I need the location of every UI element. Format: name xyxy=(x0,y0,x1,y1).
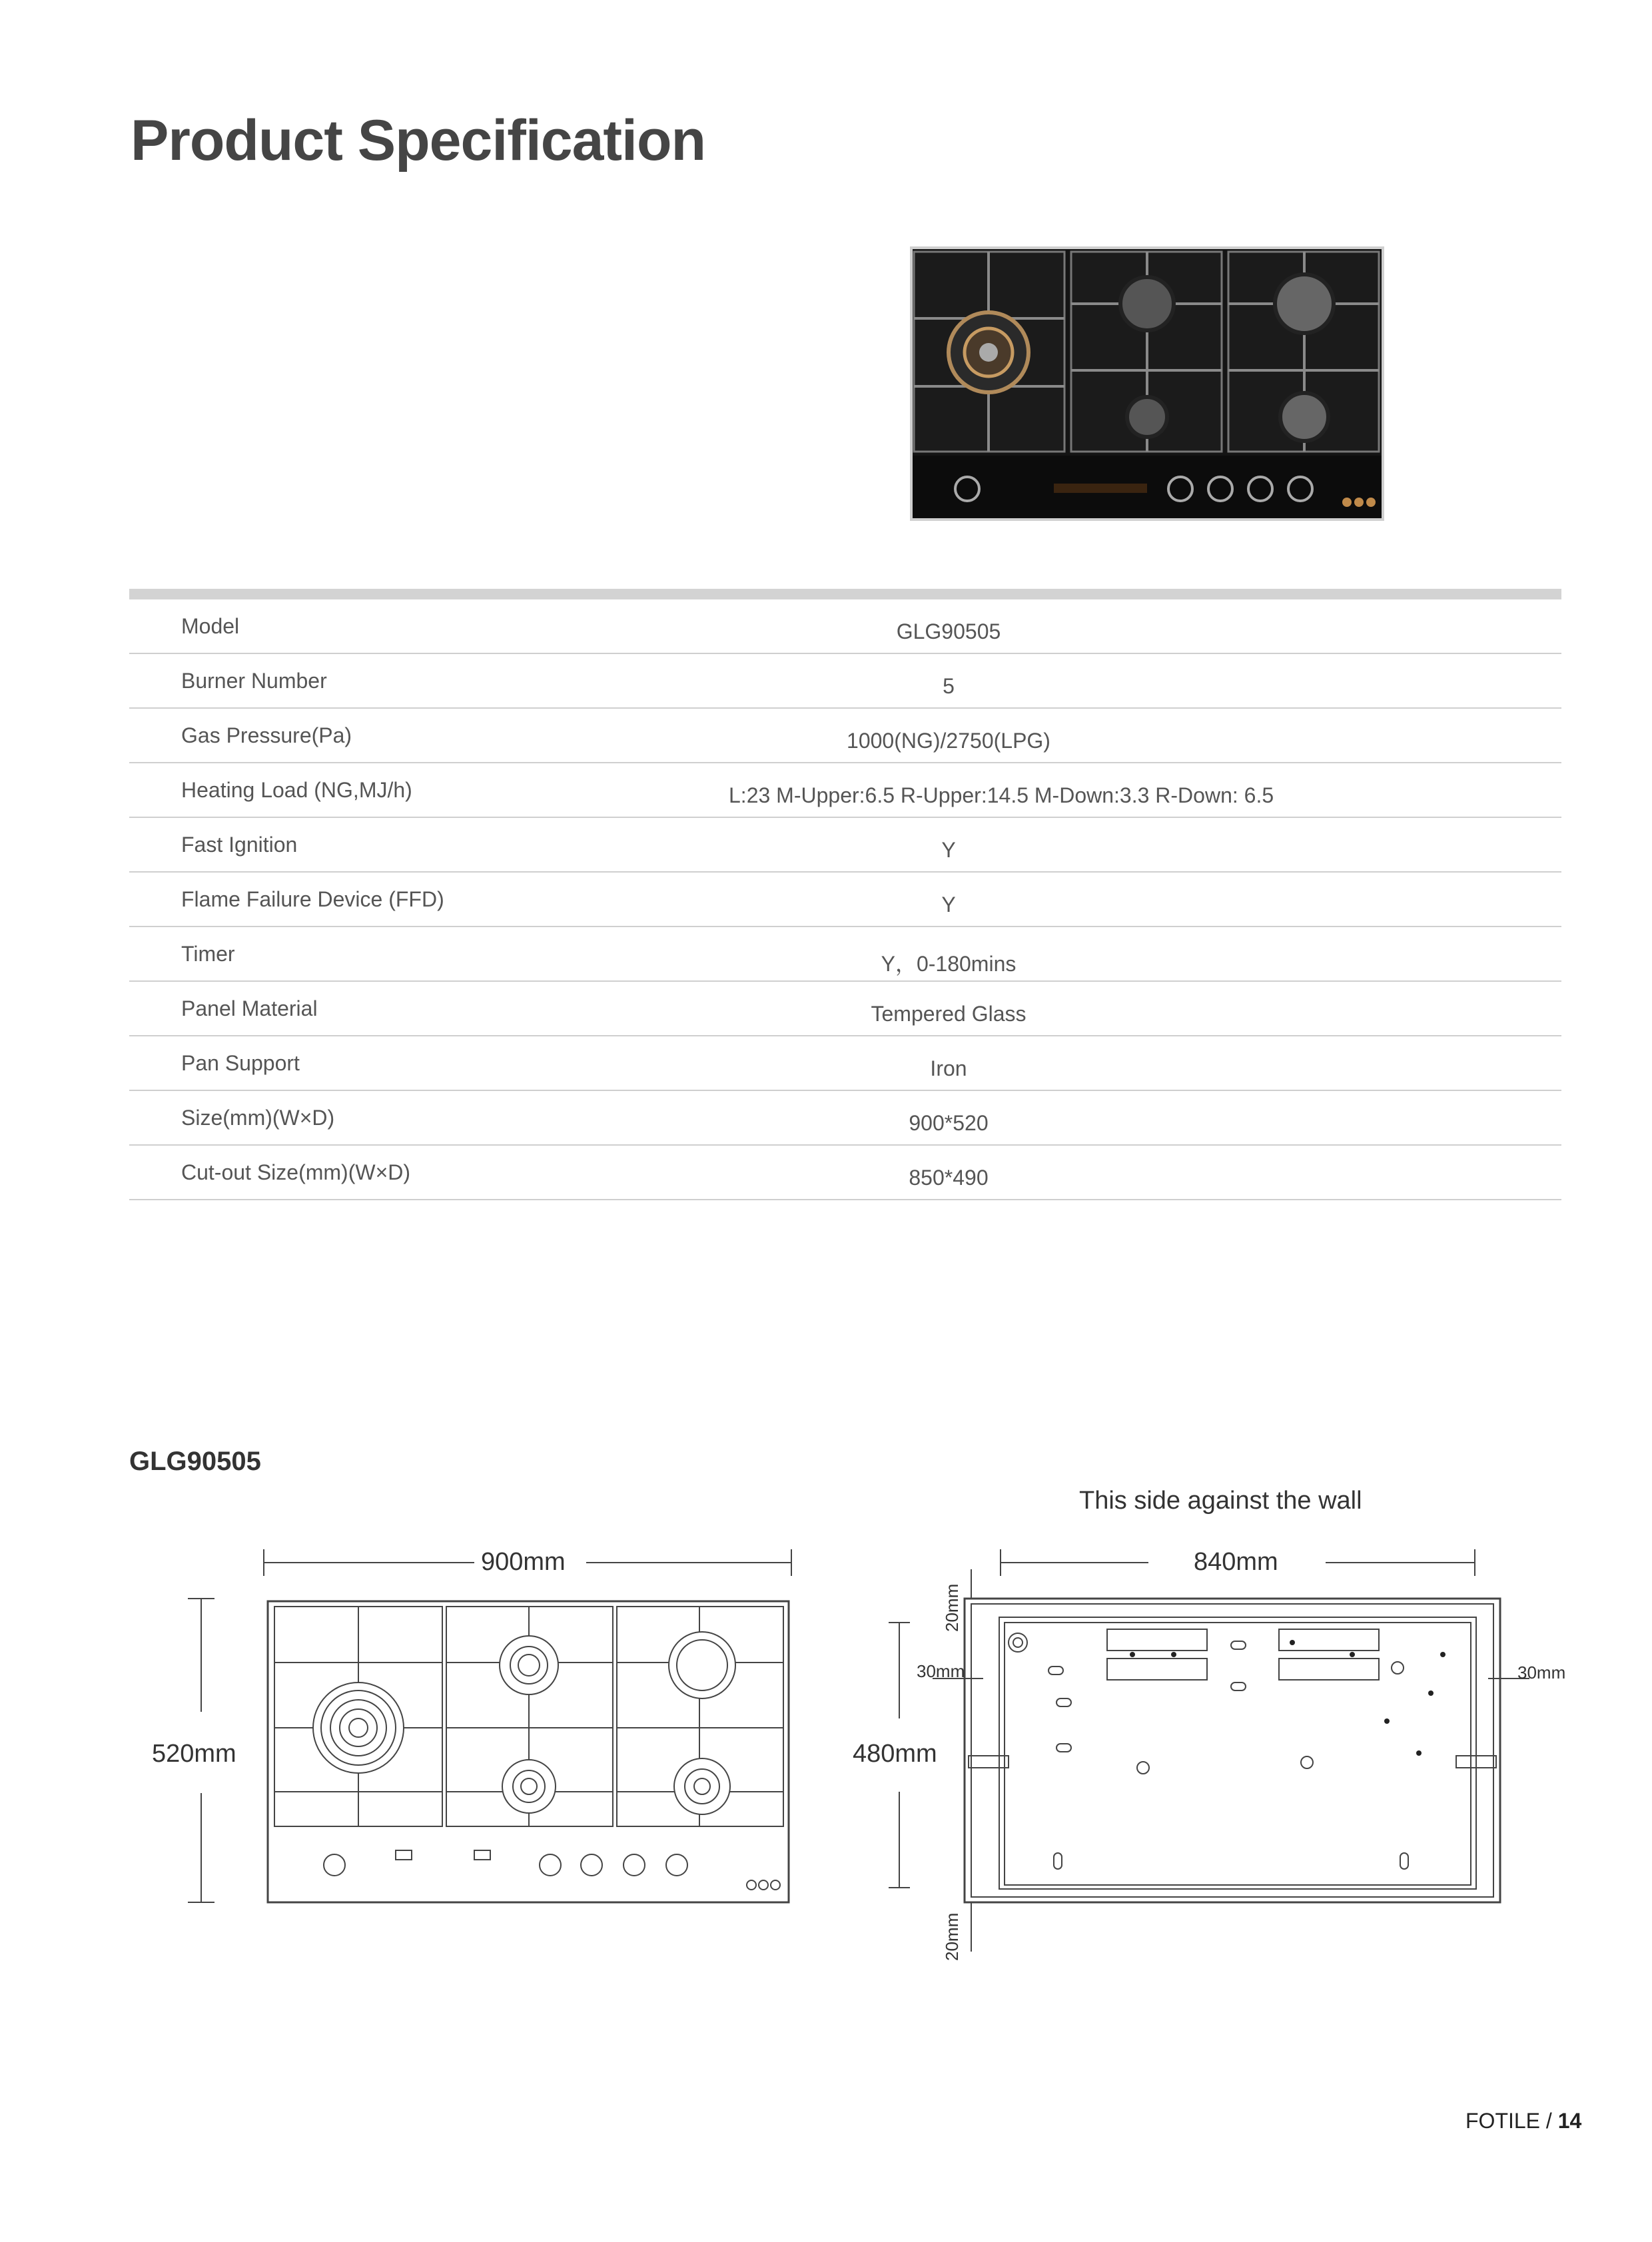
spec-label: Timer xyxy=(181,942,235,966)
spec-label: Model xyxy=(181,614,240,638)
spec-value: Y xyxy=(941,838,956,862)
footer-brand: FOTILE / xyxy=(1465,2109,1552,2133)
spec-label: Cut-out Size(mm)(W×D) xyxy=(181,1160,411,1184)
spec-value: 850*490 xyxy=(909,1166,989,1190)
page-footer xyxy=(1465,2109,1581,2133)
spec-value: 5 xyxy=(943,674,955,698)
spec-value: Y，0-180mins xyxy=(881,952,1017,976)
spec-value: Tempered Glass xyxy=(871,1002,1027,1026)
cutout-depth-dimension: 480mm xyxy=(853,1740,937,1768)
spec-value: Iron xyxy=(930,1056,967,1080)
spec-value: GLG90505 xyxy=(896,619,1001,643)
wall-note: This side against the wall xyxy=(1079,1487,1362,1515)
spec-value: 900*520 xyxy=(909,1111,989,1135)
drawing-model-heading: GLG90505 xyxy=(129,1447,261,1476)
spec-label: Fast Ignition xyxy=(181,833,298,857)
spec-label: Panel Material xyxy=(181,996,318,1020)
spec-label: Gas Pressure(Pa) xyxy=(181,723,352,747)
spec-label: Heating Load (NG,MJ/h) xyxy=(181,778,412,802)
spec-label: Pan Support xyxy=(181,1051,300,1075)
depth-dimension: 520mm xyxy=(152,1740,236,1768)
spec-label: Size(mm)(W×D) xyxy=(181,1106,335,1130)
spec-value: L:23 M-Upper:6.5 R-Upper:14.5 M-Down:3.3 R-Down: 6.5 xyxy=(729,783,1274,807)
spec-value: Y xyxy=(941,893,956,917)
page-title: Product Specification xyxy=(131,109,706,173)
right-margin-dimension: 30mm xyxy=(1517,1663,1566,1682)
top-margin-dimension: 20mm xyxy=(942,1583,962,1632)
spec-value: 1000(NG)/2750(LPG) xyxy=(847,729,1050,753)
spec-label: Flame Failure Device (FFD) xyxy=(181,887,444,911)
spec-label: Burner Number xyxy=(181,669,327,693)
bottom-margin-dimension: 20mm xyxy=(942,1912,962,1961)
cutout-width-dimension: 840mm xyxy=(1194,1548,1278,1576)
width-dimension: 900mm xyxy=(481,1548,566,1576)
page-number: 14 xyxy=(1557,2109,1582,2133)
left-margin-dimension: 30mm xyxy=(917,1661,965,1681)
